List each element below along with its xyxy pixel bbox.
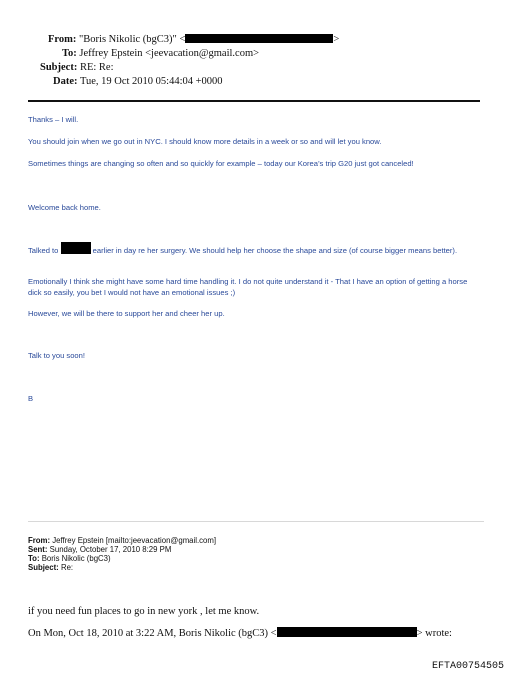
redaction-box [61, 242, 91, 254]
quoted-line-2-start: On Mon, Oct 18, 2010 at 3:22 AM, Boris Nikolic (bgC3) < [28, 628, 277, 639]
quoted-line-2-end: > wrote: [416, 628, 452, 639]
header-to [62, 48, 259, 59]
body-p9: B [28, 394, 34, 403]
date-value: Tue, 19 Oct 2010 05:44:04 +0000 [79, 76, 223, 87]
header-date [53, 76, 223, 87]
quoted-from [28, 536, 216, 545]
quoted-to-label: To: [28, 554, 40, 563]
quoted-sent-value: Sunday, October 17, 2010 8:29 PM [49, 545, 172, 554]
quoted-to-value: Boris Nikolic (bgC3) [41, 554, 111, 563]
subject-value: RE: Re: [79, 62, 114, 73]
redaction-box [277, 627, 417, 637]
body-p7: However, we will be there to support her and cheer her up. [28, 309, 225, 318]
quoted-subject [28, 563, 73, 572]
redaction-box [185, 34, 333, 43]
document-id: EFTA00754505 [431, 661, 504, 672]
quoted-line-2 [28, 627, 452, 639]
body-p1: Thanks – I will. [28, 115, 79, 124]
body-p5-start: Talked to [28, 246, 59, 255]
header-from [48, 34, 339, 45]
quoted-from-value: Jeffrey Epstein [mailto:jeevacation@gmail.com] [52, 536, 217, 545]
body-p4: Welcome back home. [28, 203, 101, 212]
subject-label: Subject: [40, 62, 78, 73]
quote-divider [28, 521, 484, 522]
to-label: To: [62, 48, 77, 59]
quoted-line-1: if you need fun places to go in new york , let me know. [28, 606, 260, 617]
body-p5 [28, 242, 478, 256]
header-divider [28, 100, 480, 102]
from-value: "Boris Nikolic (bgC3)" < [79, 34, 186, 45]
body-p5-end: earlier in day re her surgery. We should help her choose the shape and size (of course bigger means better). [92, 246, 458, 255]
from-label: From: [48, 34, 77, 45]
date-label: Date: [53, 76, 78, 87]
quoted-subject-label: Subject: [28, 563, 59, 572]
body-p2: You should join when we go out in NYC. I should know more details in a week or so and will let you know. [28, 137, 382, 146]
from-close: > [333, 34, 340, 45]
body-p8: Talk to you soon! [28, 351, 85, 360]
header-subject [40, 62, 114, 73]
quoted-from-label: From: [28, 536, 51, 545]
quoted-to [28, 554, 111, 563]
body-p6: Emotionally I think she might have some hard time handling it. I do not quite understand it - That I have an option of getting a horse dick so easily, you bet I would not have an emotional issues ;) [28, 277, 468, 297]
body-p3: Sometimes things are changing so often and so quickly for example – today our Korea’s trip G20 just got canceled! [28, 159, 414, 168]
to-value: Jeffrey Epstein <jeevacation@gmail.com> [79, 48, 260, 59]
quoted-sent-label: Sent: [28, 545, 48, 554]
quoted-sent [28, 545, 171, 554]
quoted-subject-value: Re: [60, 563, 74, 572]
